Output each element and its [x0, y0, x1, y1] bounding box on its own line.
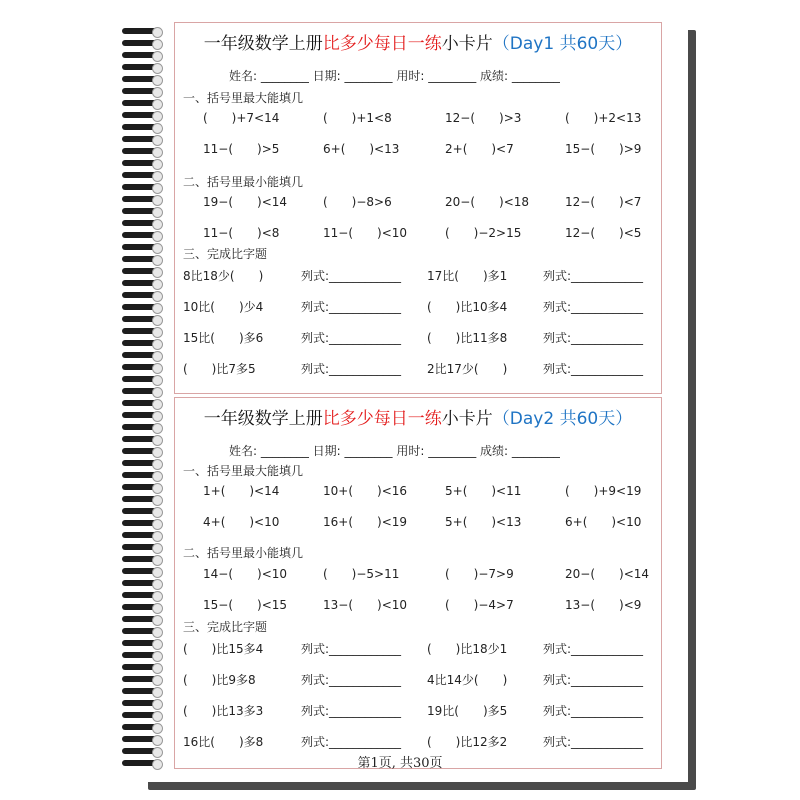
spiral-ring [122, 410, 162, 422]
spiral-ring [122, 722, 162, 734]
student-info-line: 姓名: ________ 日期: ________ 用时: ________ 成绩: ________ [229, 444, 560, 458]
problem: 20−( )<14 [565, 567, 650, 581]
problem: 11−( )<8 [203, 226, 280, 240]
spiral-ring [122, 50, 162, 62]
equation-blank: 列式:____________ [543, 735, 644, 749]
spiral-ring [122, 86, 162, 98]
spiral-binding [122, 26, 166, 776]
word-problem: ( )比7多5 [183, 362, 256, 376]
problem: ( )+9<19 [565, 484, 642, 498]
equation-blank: 列式:____________ [543, 300, 644, 314]
spiral-ring [122, 338, 162, 350]
spiral-ring [122, 122, 162, 134]
title-text: 一年级数学上册 [203, 409, 323, 429]
word-problem: ( )比11多8 [427, 331, 508, 345]
spiral-ring [122, 374, 162, 386]
problem: ( )−7>9 [445, 567, 514, 581]
problem: 15−( )<15 [203, 598, 288, 612]
student-info-line: 姓名: ________ 日期: ________ 用时: ________ 成绩: ________ [229, 69, 560, 83]
spiral-ring [122, 626, 162, 638]
spiral-ring [122, 602, 162, 614]
equation-blank: 列式:____________ [301, 331, 402, 345]
spiral-ring [122, 674, 162, 686]
spiral-ring [122, 614, 162, 626]
spiral-ring [122, 206, 162, 218]
section-max-fill-heading: 一、括号里最大能填几 [183, 91, 304, 105]
card-title [175, 404, 661, 429]
spiral-ring [122, 542, 162, 554]
spiral-ring [122, 74, 162, 86]
spiral-ring [122, 458, 162, 470]
title-text: 一年级数学上册 [203, 34, 323, 54]
spiral-ring [122, 698, 162, 710]
word-problem: ( )比13多3 [183, 704, 264, 718]
title-highlight: 比多少每日一练 [322, 34, 442, 54]
problem: ( )+2<13 [565, 111, 642, 125]
problem: ( )−2>15 [445, 226, 522, 240]
problem: 6+( )<10 [565, 515, 642, 529]
spiral-ring [122, 734, 162, 746]
title-text-2: 小卡片 [441, 409, 493, 429]
spiral-ring [122, 242, 162, 254]
equation-blank: 列式:____________ [543, 331, 644, 345]
word-problem: 15比( )多6 [183, 331, 264, 345]
problem: 12−( )<7 [565, 195, 642, 209]
word-problem: 16比( )多8 [183, 735, 264, 749]
spiral-ring [122, 398, 162, 410]
spiral-ring [122, 434, 162, 446]
problem: 10+( )<16 [323, 484, 408, 498]
equation-blank: 列式:____________ [301, 735, 402, 749]
spiral-ring [122, 518, 162, 530]
spiral-ring [122, 350, 162, 362]
word-problem: ( )比12多2 [427, 735, 508, 749]
problem: 6+( )<13 [323, 142, 400, 156]
problem: 14−( )<10 [203, 567, 288, 581]
spiral-ring [122, 386, 162, 398]
spiral-ring [122, 506, 162, 518]
spiral-ring [122, 170, 162, 182]
problem: 5+( )<13 [445, 515, 522, 529]
spiral-ring [122, 182, 162, 194]
equation-blank: 列式:____________ [543, 704, 644, 718]
problem: 19−( )<14 [203, 195, 288, 209]
spiral-ring [122, 26, 162, 38]
spiral-ring [122, 710, 162, 722]
problem: 11−( )>5 [203, 142, 280, 156]
spiral-ring [122, 266, 162, 278]
word-problem: 10比( )少4 [183, 300, 264, 314]
problem: 11−( )<10 [323, 226, 408, 240]
equation-blank: 列式:____________ [543, 269, 644, 283]
section-min-fill-heading: 二、括号里最小能填几 [183, 546, 304, 560]
equation-blank: 列式:____________ [301, 673, 402, 687]
spiral-ring [122, 578, 162, 590]
spiral-ring [122, 362, 162, 374]
spiral-ring [122, 638, 162, 650]
title-text-2: 小卡片 [441, 34, 493, 54]
problem: 2+( )<7 [445, 142, 514, 156]
spiral-ring [122, 218, 162, 230]
problem: ( )−4>7 [445, 598, 514, 612]
title-day: （Day1 共60天） [492, 34, 633, 54]
spiral-ring [122, 446, 162, 458]
spiral-ring [122, 590, 162, 602]
spiral-ring [122, 314, 162, 326]
equation-blank: 列式:____________ [543, 673, 644, 687]
word-problem: ( )比18少1 [427, 642, 508, 656]
equation-blank: 列式:____________ [543, 362, 644, 376]
title-day: （Day2 共60天） [492, 409, 633, 429]
equation-blank: 列式:____________ [301, 642, 402, 656]
problem: 12−( )<5 [565, 226, 642, 240]
spiral-ring [122, 554, 162, 566]
spiral-ring [122, 98, 162, 110]
problem: 4+( )<10 [203, 515, 280, 529]
spiral-ring [122, 38, 162, 50]
word-problem: 8比18少( ) [183, 269, 264, 283]
spiral-ring [122, 230, 162, 242]
spiral-ring [122, 530, 162, 542]
word-problem: ( )比10多4 [427, 300, 508, 314]
problem: ( )+1<8 [323, 111, 392, 125]
equation-blank: 列式:____________ [301, 269, 402, 283]
problem: 13−( )<9 [565, 598, 642, 612]
spiral-ring [122, 422, 162, 434]
section-word-problem-heading: 三、完成比字题 [183, 247, 268, 261]
spiral-ring [122, 62, 162, 74]
section-min-fill-heading: 二、括号里最小能填几 [183, 175, 304, 189]
problem: ( )+7<14 [203, 111, 280, 125]
spiral-ring [122, 494, 162, 506]
problem: 5+( )<11 [445, 484, 522, 498]
word-problem: 19比( )多5 [427, 704, 508, 718]
practice-card-day2 [174, 397, 662, 769]
spiral-ring [122, 134, 162, 146]
title-highlight: 比多少每日一练 [322, 409, 442, 429]
spiral-ring [122, 290, 162, 302]
spiral-ring [122, 566, 162, 578]
spiral-ring [122, 254, 162, 266]
page-footer: 第1页, 共30页 [357, 756, 443, 771]
problem: ( )−5>11 [323, 567, 400, 581]
equation-blank: 列式:____________ [301, 362, 402, 376]
word-problem: 2比17少( ) [427, 362, 508, 376]
problem: 12−( )>3 [445, 111, 522, 125]
problem: 15−( )>9 [565, 142, 642, 156]
word-problem: ( )比9多8 [183, 673, 256, 687]
word-problem: 4比14少( ) [427, 673, 508, 687]
spiral-ring [122, 146, 162, 158]
spiral-ring [122, 278, 162, 290]
spiral-ring [122, 482, 162, 494]
spiral-ring [122, 110, 162, 122]
problem: 13−( )<10 [323, 598, 408, 612]
equation-blank: 列式:____________ [543, 642, 644, 656]
card-title [175, 29, 661, 54]
word-problem: ( )比15多4 [183, 642, 264, 656]
spiral-ring [122, 686, 162, 698]
problem: 1+( )<14 [203, 484, 280, 498]
spiral-ring [122, 470, 162, 482]
spiral-ring [122, 158, 162, 170]
spiral-ring [122, 662, 162, 674]
equation-blank: 列式:____________ [301, 300, 402, 314]
spiral-ring [122, 194, 162, 206]
spiral-ring [122, 302, 162, 314]
spiral-ring [122, 326, 162, 338]
problem: 16+( )<19 [323, 515, 408, 529]
section-max-fill-heading: 一、括号里最大能填几 [183, 464, 304, 478]
equation-blank: 列式:____________ [301, 704, 402, 718]
word-problem: 17比( )多1 [427, 269, 508, 283]
problem: 20−( )<18 [445, 195, 530, 209]
problem: ( )−8>6 [323, 195, 392, 209]
spiral-ring [122, 650, 162, 662]
practice-card-day1 [174, 22, 662, 394]
section-word-problem-heading: 三、完成比字题 [183, 620, 268, 634]
